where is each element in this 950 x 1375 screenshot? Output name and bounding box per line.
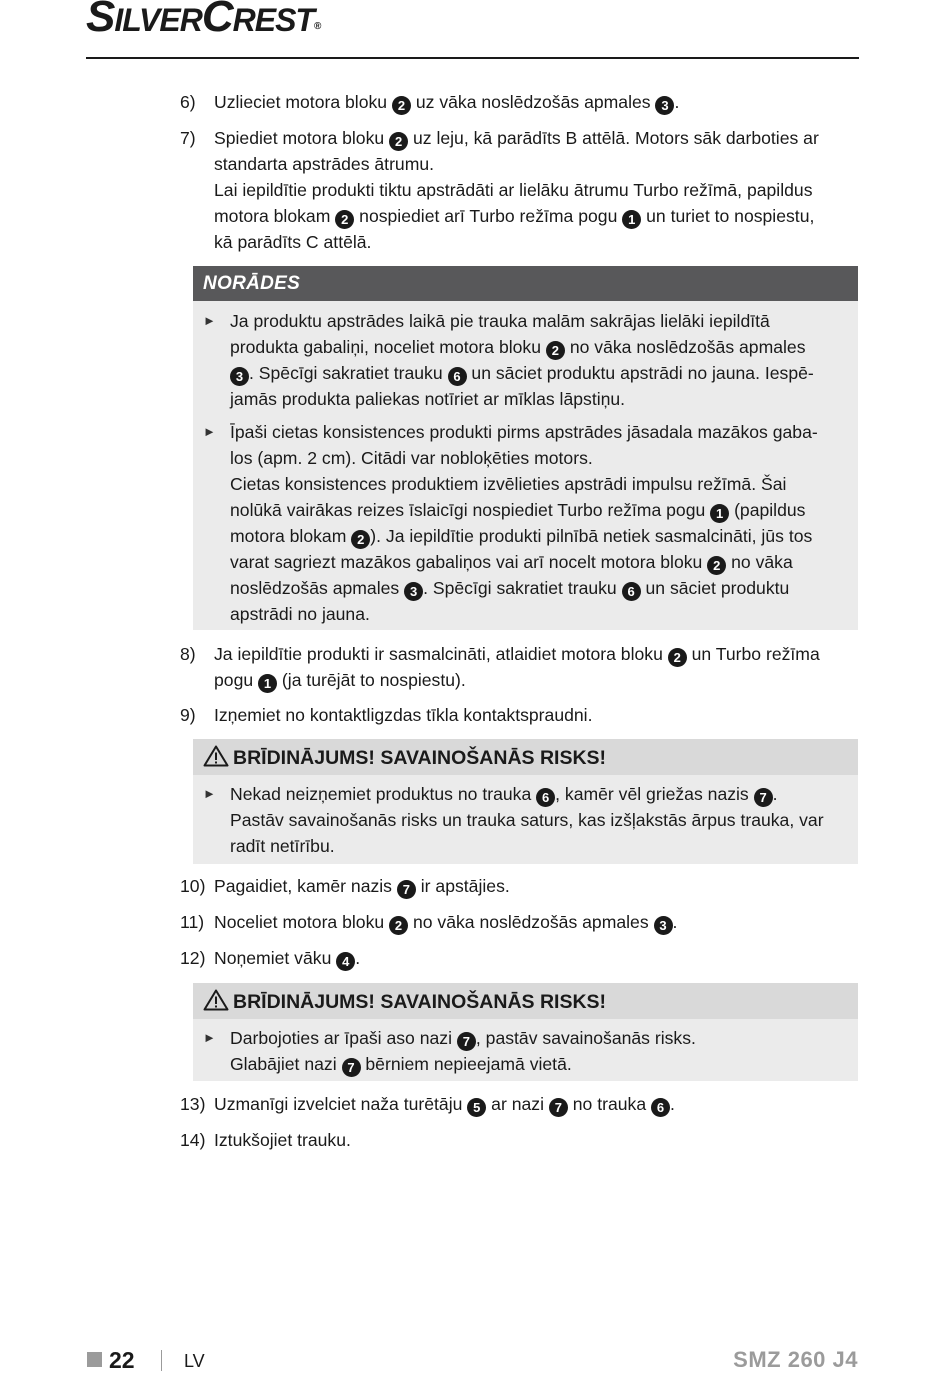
text-run: .	[670, 1094, 675, 1114]
notes-box	[193, 266, 858, 630]
step-10	[180, 873, 860, 899]
step-text	[214, 641, 860, 693]
note-bullet-1	[193, 308, 858, 412]
warning-title-text: BRĪDINĀJUMS! SAVAINOŠANĀS RISKS!	[233, 991, 607, 1013]
text-run: Uzmanīgi izvelciet naža turētāju	[214, 1094, 463, 1114]
text-run: . Spēcīgi sakratiet trauku	[249, 363, 443, 383]
part-number-badge: 2	[335, 210, 354, 229]
part-number-badge: 2	[707, 556, 726, 575]
text-run: pogu	[214, 670, 254, 690]
step-line	[214, 873, 860, 899]
part-number-badge: 1	[258, 674, 277, 693]
warning-title	[193, 739, 858, 775]
part-number-badge: 6	[622, 582, 641, 601]
note-line: jamās produkta paliekas notīriet ar mīklas lāpstiņu.	[230, 389, 626, 409]
step-number: 11)	[180, 912, 205, 932]
note-line	[230, 334, 858, 360]
warning-line: radīt netīrību.	[230, 836, 335, 856]
text-run: ir apstājies.	[420, 876, 510, 896]
text-run: .	[674, 92, 680, 112]
text-run: un sāciet produktu apstrādi no jauna. Iespē-	[471, 363, 814, 383]
registered-mark: ®	[313, 21, 321, 32]
note-line	[230, 360, 858, 386]
text-run: Noņemiet vāku	[214, 948, 332, 968]
warning-title-text: BRĪDINĀJUMS! SAVAINOŠANĀS RISKS!	[233, 747, 607, 769]
step-number: 9)	[180, 705, 196, 725]
text-run: Nekad neizņemiet produktus no trauka	[230, 784, 532, 804]
note-line: Ja produktu apstrādes laikā pie trauka malām sakrājas lielāki iepildītā	[230, 311, 770, 331]
note-bullet-2	[193, 419, 858, 627]
footer-divider	[161, 1350, 162, 1371]
bullet-arrow-icon: ►	[203, 313, 216, 328]
model-number: SMZ 260 J4	[733, 1347, 858, 1372]
bullet-arrow-icon: ►	[203, 1030, 216, 1045]
step-number: 13)	[180, 1094, 206, 1114]
step-number: 12)	[180, 948, 206, 968]
warning-triangle-icon	[203, 745, 229, 767]
part-number-badge: 6	[651, 1098, 670, 1117]
warning-bullet	[193, 1025, 858, 1077]
step-text	[214, 873, 860, 899]
warning-box-2	[193, 983, 858, 1081]
step-line: Iztukšojiet trauku.	[214, 1130, 351, 1150]
note-line	[230, 523, 858, 549]
step-number: 7)	[180, 128, 196, 148]
step-text	[214, 945, 860, 971]
part-number-badge: 7	[754, 788, 773, 807]
text-run: Noceliet motora bloku	[214, 912, 385, 932]
warning-line: Pastāv savainošanās risks un trauka saturs, kas izšļakstās ārpus trauka, var	[230, 810, 824, 830]
logo-letters: REST	[232, 2, 314, 38]
text-run: un Turbo režīma	[691, 644, 820, 664]
step-14	[180, 1127, 860, 1153]
part-number-badge: 2	[546, 341, 565, 360]
logo-letter: S	[86, 0, 115, 41]
step-line	[214, 641, 860, 667]
text-run: nospiediet arī Turbo režīma pogu	[359, 206, 618, 226]
warning-triangle-icon	[203, 989, 229, 1011]
text-run: no trauka	[572, 1094, 647, 1114]
text-run: varat sagriezt mazākos gabaliņos vai arī nocelt motora bloku	[230, 552, 703, 572]
part-number-badge: 2	[351, 530, 370, 549]
text-run: ar nazi	[491, 1094, 544, 1114]
part-number-badge: 2	[389, 916, 408, 935]
step-line	[214, 203, 860, 229]
part-number-badge: 1	[622, 210, 641, 229]
step-number: 10)	[180, 876, 206, 896]
text-run: uz vāka noslēdzošās apmales	[415, 92, 651, 112]
text-run: (papildus	[734, 500, 806, 520]
part-number-badge: 3	[404, 582, 423, 601]
text-run: un sāciet produktu	[645, 578, 790, 598]
part-number-badge: 6	[448, 367, 467, 386]
step-number: 14)	[180, 1130, 206, 1150]
step-line	[214, 89, 860, 115]
text-run: no vāka noslēdzošās apmales	[412, 912, 649, 932]
step-line: Lai iepildītie produkti tiktu apstrādāti ar lielāku ātrumu Turbo režīmā, papildus	[214, 180, 813, 200]
step-text	[214, 909, 860, 935]
note-line: los (apm. 2 cm). Citādi var nobloķēties motors.	[230, 448, 593, 468]
step-7	[180, 125, 860, 255]
step-12	[180, 945, 860, 971]
part-number-badge: 7	[549, 1098, 568, 1117]
bullet-arrow-icon: ►	[203, 786, 216, 801]
warning-line	[230, 781, 858, 807]
step-11	[180, 909, 860, 935]
step-6	[180, 89, 860, 115]
page-number: 22	[109, 1347, 135, 1373]
text-run: un turiet to nospiestu,	[646, 206, 815, 226]
notes-title: NORĀDES	[193, 266, 858, 301]
step-line: standarta apstrādes ātrumu.	[214, 154, 435, 174]
step-line: kā parādīts C attēlā.	[214, 232, 372, 252]
text-run: Ja iepildītie produkti ir sasmalcināti, atlaidiet motora bloku	[214, 644, 663, 664]
text-run: Glabājiet nazi	[230, 1054, 337, 1074]
part-number-badge: 2	[389, 132, 408, 151]
warning-bullet	[193, 781, 858, 859]
text-run: noslēdzošās apmales	[230, 578, 400, 598]
warning-title	[193, 983, 858, 1019]
header-rule	[86, 57, 859, 59]
part-number-badge: 3	[654, 916, 673, 935]
text-run: Darbojoties ar īpaši aso nazi	[230, 1028, 452, 1048]
step-text	[214, 125, 860, 255]
step-line	[214, 125, 860, 151]
text-run: produkta gabaliņi, noceliet motora bloku	[230, 337, 542, 357]
text-run: uz leju, kā parādīts B attēlā. Motors sāk darboties ar	[412, 128, 819, 148]
note-line	[230, 549, 858, 575]
warning-line	[230, 1025, 858, 1051]
text-run: .	[772, 784, 778, 804]
part-number-badge: 7	[342, 1058, 361, 1077]
text-run: .	[672, 912, 678, 932]
part-number-badge: 6	[536, 788, 555, 807]
text-run: , kamēr vēl griežas nazis	[555, 784, 749, 804]
step-13	[180, 1091, 860, 1117]
text-run: nolūkā vairākas reizes īslaicīgi nospiediet Turbo režīma pogu	[230, 500, 706, 520]
text-run: no vāka	[731, 552, 793, 572]
note-line: Īpaši cietas konsistences produkti pirms apstrādes jāsadala mazākos gaba-	[230, 422, 818, 442]
text-run: motora blokam	[214, 206, 331, 226]
step-text	[214, 1127, 860, 1153]
step-8	[180, 641, 860, 693]
note-line: apstrādi no jauna.	[230, 604, 370, 624]
part-number-badge: 4	[336, 952, 355, 971]
warning-line	[230, 1051, 858, 1077]
part-number-badge: 1	[710, 504, 729, 523]
text-run: no vāka noslēdzošās apmales	[569, 337, 806, 357]
logo-letter: C	[201, 0, 233, 41]
text-run: , pastāv savainošanās risks.	[475, 1028, 696, 1048]
part-number-badge: 3	[655, 96, 674, 115]
note-line: Cietas konsistences produktiem izvēlieties apstrādi impulsu režīmā. Šai	[230, 474, 787, 494]
text-run: ). Ja iepildītie produkti pilnībā netiek sasmalcināti, jūs tos	[370, 526, 813, 546]
step-text	[214, 702, 860, 728]
step-line	[214, 945, 860, 971]
text-run: Spiediet motora bloku	[214, 128, 385, 148]
note-line	[230, 575, 858, 601]
part-number-badge: 5	[467, 1098, 486, 1117]
logo-letters: ILVER	[114, 2, 202, 38]
warning-box-1	[193, 739, 858, 864]
part-number-badge: 3	[230, 367, 249, 386]
step-line	[214, 909, 860, 935]
bullet-arrow-icon: ►	[203, 424, 216, 439]
step-9	[180, 702, 860, 728]
step-number: 6)	[180, 92, 196, 112]
part-number-badge: 2	[392, 96, 411, 115]
text-run: Uzlieciet motora bloku	[214, 92, 388, 112]
part-number-badge: 7	[397, 880, 416, 899]
part-number-badge: 7	[457, 1032, 476, 1051]
text-run: . Spēcīgi sakratiet trauku	[423, 578, 617, 598]
step-line	[214, 667, 860, 693]
text-run: .	[355, 948, 361, 968]
step-text	[214, 89, 860, 115]
brand-logo	[86, 0, 321, 41]
step-text	[214, 1091, 860, 1117]
step-line	[214, 1091, 860, 1117]
footer-square-icon	[87, 1352, 102, 1367]
text-run: Pagaidiet, kamēr nazis	[214, 876, 392, 896]
step-line: Izņemiet no kontaktligzdas tīkla kontaktspraudni.	[214, 705, 593, 725]
note-line	[230, 497, 858, 523]
language-code: LV	[184, 1351, 205, 1371]
text-run: motora blokam	[230, 526, 347, 546]
text-run: bērniem nepieejamā vietā.	[365, 1054, 572, 1074]
step-number: 8)	[180, 644, 196, 664]
text-run: (ja turējāt to nospiestu).	[281, 670, 466, 690]
part-number-badge: 2	[668, 648, 687, 667]
